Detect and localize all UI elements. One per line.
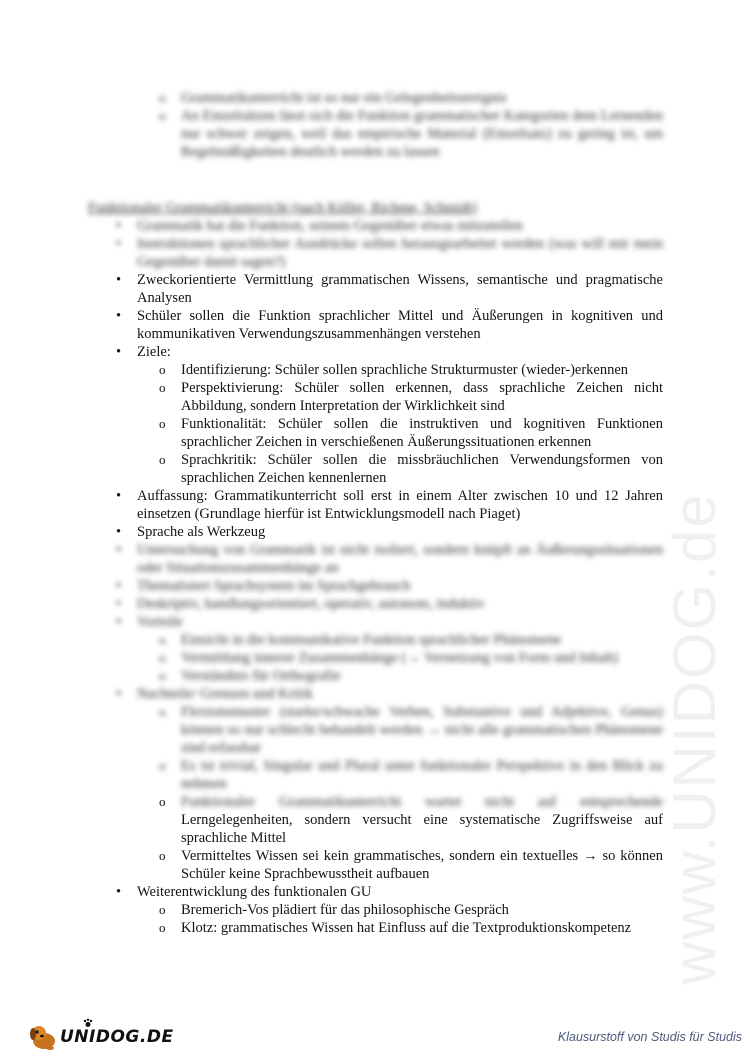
drawback-3-blurred: o Funktionaler Grammatikunterricht wartet nicht auf entsprechende [181, 794, 663, 810]
watermark: www.UNIDOG.de [661, 492, 728, 985]
drawbacks-list [88, 685, 663, 703]
list-item [88, 793, 663, 847]
list-item: o Perspektivierung: Schüler sollen erkennen, dass sprachliche Zeichen nicht Abbildung, sondern Interpretation der Wirklichkeit sind [88, 379, 663, 415]
top-item: o An Einzelsätzen lässt sich die Funktion grammatischer Kategorien dem Lernenden nur schwer zeigen, weil das empirische Material (Einzelsatz) zu gering ist, um Regelmäßigkeiten deutlich werden zu lassen [88, 107, 663, 161]
list-item: • Vorteile [88, 613, 663, 631]
paw-icon [83, 1018, 93, 1028]
drawback-3-clear: Lerngelegenheiten, sondern versucht eine systematische Zugriffsweise auf sprachliche Mittel [181, 812, 663, 846]
list-item: • Weiterentwicklung des funktionalen GU [88, 883, 663, 901]
list-item: • Zweckorientierte Vermittlung grammatischen Wissens, semantische und pragmatische Analysen [88, 271, 663, 307]
list-item: • Sprache als Werkzeug [88, 523, 663, 541]
advantages-sublist [88, 631, 663, 685]
list-item: • Auffassung: Grammatikunterricht soll erst in einem Alter zwischen 10 und 12 Jahren einsetzen (Grundlage hierfür ist Entwicklungsmodell nach Piaget) [88, 487, 663, 523]
dog-icon [28, 1022, 58, 1052]
section-heading: Funktionaler Grammatikunterricht (nach Köller, Richme, Schmidt) [88, 200, 477, 216]
unidog-logo[interactable] [28, 1022, 174, 1052]
top-item: o Grammatikunterricht ist so nur ein Gelegenheitsereignis [88, 89, 663, 107]
goals-label: Ziele: [137, 344, 171, 360]
further-list [88, 883, 663, 901]
logo-text: UNIDOG.DE [60, 1027, 174, 1047]
further-sublist [88, 901, 663, 937]
list-item: • Untersuchung von Grammatik ist nicht isoliert, sondern knüpft an Äußerungssituationen oder Situationszusammenhänge an [88, 541, 663, 577]
list-item: • Nachteile/ Grenzen und Kritik [88, 685, 663, 703]
list-item: • Grammatik hat die Funktion, seinem Gegenüber etwas mitzuteilen [88, 217, 663, 235]
main-list [88, 217, 663, 361]
list-item: • Thematisiert Sprachsystem im Sprachgebrauch [88, 577, 663, 595]
goals-sublist [88, 361, 663, 487]
list-item: o Flexionsmuster (starke/schwache Verben, Substantive und Adjektive, Genus) können so nur schlecht behandelt werden → nicht alle grammatischen Phänomene sind erfassbar [88, 703, 663, 757]
top-sublist [88, 89, 663, 161]
list-item: • Deskriptiv, handlungsorientiert, operativ, autonom, induktiv [88, 595, 663, 613]
document-content [88, 89, 663, 937]
list-item: • Schüler sollen die Funktion sprachlicher Mittel und Äußerungen in kognitiven und kommunikativen Verwendungszusammenhängen verstehen [88, 307, 663, 343]
goals-item [88, 343, 663, 361]
list-item: o Verständnis für Orthografie [88, 667, 663, 685]
footer-tagline: Klausurstoff von Studis für Studis [557, 1030, 742, 1044]
drawbacks-sublist [88, 703, 663, 883]
list-item: o Identifizierung: Schüler sollen sprachliche Strukturmuster (wieder-)erkennen [88, 361, 663, 379]
list-item: o Vermitteltes Wissen sei kein grammatisches, sondern ein textuelles → so können Schüler keine Sprachbewusstheit aufbauen [88, 847, 663, 883]
list-item: o Bremerich-Vos plädiert für das philosophische Gespräch [88, 901, 663, 919]
list-item: o Einsicht in die kommunikative Funktion sprachlicher Phänomene [88, 631, 663, 649]
list-item: o Sprachkritik: Schüler sollen die missbräuchlichen Verwendungsformen von sprachlichen Zeichen kennenlernen [88, 451, 663, 487]
list-item: o Klotz: grammatisches Wissen hat Einfluss auf die Textproduktionskompetenz [88, 919, 663, 937]
list-item: • Instruktionen sprachlicher Ausdrücke sollen herausgearbeitet werden (was will mir mein Gegenüber damit sagen?) [88, 235, 663, 271]
list-item: o Funktionalität: Schüler sollen die instruktiven und kognitiven Funktionen sprachlicher Zeichen in verschießenen Äußerungssituationen erkennen [88, 415, 663, 451]
list-item: o Es ist trivial, Singular und Plural unter funktionaler Perspektive in den Blick zu nehmen [88, 757, 663, 793]
list-item: o Vermittlung innerer Zusammenhänge (→ Vernetzung von Form und Inhalt) [88, 649, 663, 667]
main-list-cont [88, 487, 663, 631]
